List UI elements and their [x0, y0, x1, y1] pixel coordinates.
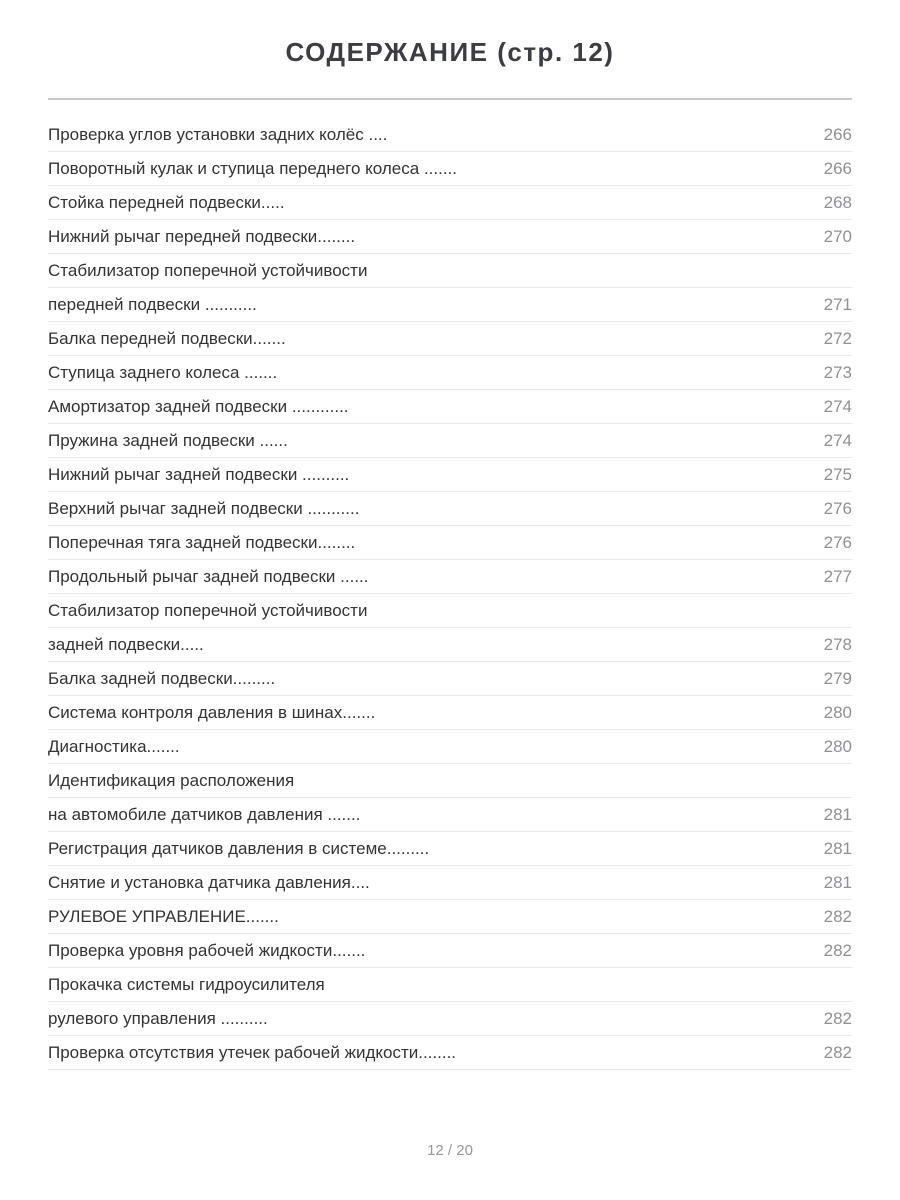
toc-entry [48, 322, 852, 356]
toc-entry [48, 764, 852, 798]
toc-entry [48, 662, 852, 696]
toc-entry [48, 526, 852, 560]
toc-entry [48, 628, 852, 662]
toc-entry-page: 282 [823, 906, 852, 926]
toc-entry-label: Ступица заднего колеса ....... [48, 362, 278, 382]
toc-entry-page: 278 [823, 634, 852, 654]
toc-entry-label: задней подвески..... [48, 634, 204, 654]
toc-entry-page: 271 [823, 294, 852, 314]
toc-entry-page: 277 [823, 566, 852, 586]
toc-entry-label: РУЛЕВОЕ УПРАВЛЕНИЕ....... [48, 906, 279, 926]
toc-entry [48, 118, 852, 152]
toc-entry-page: 282 [823, 1008, 852, 1028]
toc-entry-label: Пружина задней подвески ...... [48, 430, 288, 450]
toc-entry-label: Продольный рычаг задней подвески ...... [48, 566, 369, 586]
toc-entry [48, 152, 852, 186]
toc-entry-label: рулевого управления .......... [48, 1008, 268, 1028]
toc-entry-page: 281 [823, 838, 852, 858]
toc-entry-page: 266 [823, 158, 852, 178]
page-counter: 12 / 20 [427, 1142, 473, 1159]
toc-entry [48, 492, 852, 526]
toc-entry-page: 275 [823, 464, 852, 484]
toc-entry-label: Балка передней подвески....... [48, 328, 286, 348]
toc-entry-page: 276 [823, 498, 852, 518]
toc-entry [48, 866, 852, 900]
toc-entry-page: 282 [823, 1042, 852, 1062]
toc-entry-label: Регистрация датчиков давления в системе......... [48, 838, 430, 858]
toc-entry-label: Стойка передней подвески..... [48, 192, 285, 212]
toc-entry-page: 280 [823, 702, 852, 722]
toc-entry-label: Нижний рычаг передней подвески........ [48, 226, 356, 246]
toc-entry-label: Балка задней подвески......... [48, 668, 276, 688]
toc-entry [48, 424, 852, 458]
toc-entry-label: Амортизатор задней подвески ............ [48, 396, 349, 416]
toc-entry [48, 696, 852, 730]
toc-entry-label: Диагностика....... [48, 736, 180, 756]
toc-entry [48, 900, 852, 934]
toc-entry [48, 186, 852, 220]
toc-entry-label: Идентификация расположения [48, 770, 295, 790]
title-divider [48, 98, 852, 100]
toc-entry-label: Проверка углов установки задних колёс .... [48, 124, 388, 144]
toc-list [48, 118, 852, 1070]
toc-entry-label: Снятие и установка датчика давления.... [48, 872, 370, 892]
toc-entry-page: 280 [823, 736, 852, 756]
toc-entry-label: Нижний рычаг задней подвески .......... [48, 464, 350, 484]
toc-entry-label: Проверка уровня рабочей жидкости....... [48, 940, 366, 960]
toc-entry [48, 458, 852, 492]
toc-entry-page: 274 [823, 430, 852, 450]
toc-entry [48, 934, 852, 968]
toc-entry-page: 273 [823, 362, 852, 382]
toc-entry-label: передней подвески ........... [48, 294, 257, 314]
toc-entry-page: 281 [823, 804, 852, 824]
toc-entry-label: Стабилизатор поперечной устойчивости [48, 600, 368, 620]
toc-entry [48, 254, 852, 288]
toc-entry-page: 268 [823, 192, 852, 212]
toc-entry [48, 288, 852, 322]
toc-entry-label: Система контроля давления в шинах....... [48, 702, 376, 722]
toc-entry-label: Стабилизатор поперечной устойчивости [48, 260, 368, 280]
toc-entry-label: Поперечная тяга задней подвески........ [48, 532, 356, 552]
toc-entry [48, 798, 852, 832]
toc-entry-page: 272 [823, 328, 852, 348]
toc-entry-page: 266 [823, 124, 852, 144]
toc-entry-page: 279 [823, 668, 852, 688]
toc-entry-page: 270 [823, 226, 852, 246]
toc-entry-label: Верхний рычаг задней подвески ........... [48, 498, 360, 518]
toc-entry [48, 832, 852, 866]
toc-entry-page: 281 [823, 872, 852, 892]
toc-entry-label: на автомобиле датчиков давления ....... [48, 804, 361, 824]
toc-entry-label: Проверка отсутствия утечек рабочей жидкости........ [48, 1042, 457, 1062]
toc-entry [48, 560, 852, 594]
toc-entry [48, 1036, 852, 1070]
page-title: СОДЕРЖАНИЕ (стр. 12) [285, 37, 615, 67]
toc-entry-page: 282 [823, 940, 852, 960]
toc-entry [48, 390, 852, 424]
toc-entry-page: 274 [823, 396, 852, 416]
toc-entry [48, 356, 852, 390]
toc-entry [48, 730, 852, 764]
toc-entry-label: Прокачка системы гидроусилителя [48, 974, 325, 994]
toc-entry [48, 1002, 852, 1036]
toc-entry-label: Поворотный кулак и ступица переднего колеса ....... [48, 158, 458, 178]
toc-entry [48, 968, 852, 1002]
toc-entry [48, 594, 852, 628]
toc-entry-page: 276 [823, 532, 852, 552]
toc-entry [48, 220, 852, 254]
